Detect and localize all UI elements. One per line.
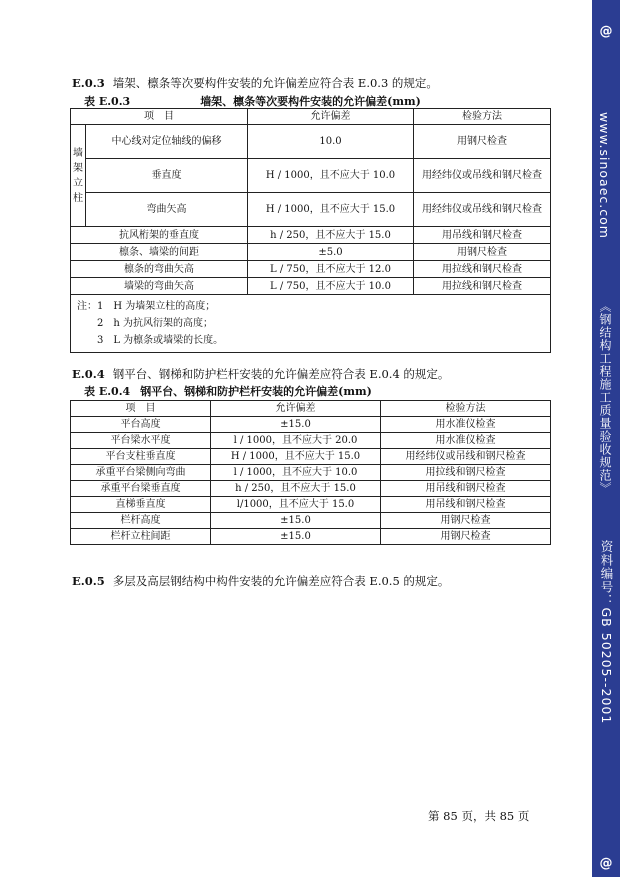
clause-text: 钢平台、钢梯和防护栏杆安装的允许偏差应符合表 E.0.4 的规定。 [112,367,450,381]
clause-number: E.0.3 [72,76,105,90]
method-cell: 用钢尺检查 [414,244,551,261]
method-cell: 用钢尺检查 [414,125,551,159]
method-cell: 用吊线和钢尺检查 [381,481,551,497]
tolerance-cell: h / 250，且不应大于 15.0 [211,481,381,497]
table-row [71,244,551,261]
clause-e04 [72,367,449,381]
item-cell: 抗风桁架的垂直度 [71,227,248,244]
at-icon: @ [599,856,613,871]
group-label-cell: 墙 架 立 柱 [71,125,86,227]
method-cell: 用拉线和钢尺检查 [414,261,551,278]
table-row [71,529,551,545]
column-header: 项 目 [71,401,211,417]
method-cell: 用钢尺检查 [381,529,551,545]
item-cell: 平台支柱垂直度 [71,449,211,465]
page-footer: 第 85 页，共 85 页 [428,809,530,823]
at-icon: @ [599,24,613,39]
tolerance-cell: L / 750，且不应大于 12.0 [248,261,414,278]
item-cell: 墙梁的弯曲矢高 [71,278,248,295]
item-cell: 承重平台梁侧向弯曲 [71,465,211,481]
table-label: 表 E.0.4 [84,385,131,398]
table-label: 表 E.0.3 [84,95,131,108]
method-cell: 用经纬仪或吊线和钢尺检查 [414,193,551,227]
table-notes [71,295,551,353]
method-cell: 用拉线和钢尺检查 [381,465,551,481]
method-cell: 用钢尺检查 [381,513,551,529]
method-cell: 用水准仪检查 [381,433,551,449]
item-cell: 平台高度 [71,417,211,433]
table-row [71,417,551,433]
tolerance-cell: L / 750，且不应大于 10.0 [248,278,414,295]
table-row [71,193,551,227]
item-cell: 弯曲矢高 [86,193,248,227]
method-cell: 用经纬仪或吊线和钢尺检查 [381,449,551,465]
tolerance-cell: h / 250，且不应大于 15.0 [248,227,414,244]
table-row [71,227,551,244]
document-code: 资料编号：GB 50205--2001 [599,540,614,725]
note-line: 2 h 为抗风衍架的高度； [97,318,213,329]
tolerance-cell: l/1000，且不应大于 15.0 [211,497,381,513]
item-cell: 平台梁水平度 [71,433,211,449]
table-row [71,278,551,295]
method-cell: 用拉线和钢尺检查 [414,278,551,295]
side-banner [592,0,620,877]
tolerance-cell: l / 1000，且不应大于 20.0 [211,433,381,449]
table-row [71,125,551,159]
table-e03 [70,108,551,353]
table-row [71,465,551,481]
method-cell: 用水准仪检查 [381,417,551,433]
tolerance-cell: ±15.0 [211,417,381,433]
clause-number: E.0.5 [72,574,105,588]
table-title: 钢平台、钢梯和防护栏杆安装的允许偏差(mm) [140,385,372,398]
method-cell: 用吊线和钢尺检查 [414,227,551,244]
tolerance-cell: H / 1000，且不应大于 10.0 [248,159,414,193]
table-caption-e03 [84,93,421,109]
item-cell: 中心线对定位轴线的偏移 [86,125,248,159]
note-line: 3 L 为檩条或墙梁的长度。 [97,335,224,346]
table-row [71,449,551,465]
tolerance-cell: H / 1000，且不应大于 15.0 [248,193,414,227]
item-cell: 檩条、墙梁的间距 [71,244,248,261]
column-header: 检验方法 [414,109,551,125]
notes-row [71,295,551,353]
item-cell: 栏杆高度 [71,513,211,529]
clause-number: E.0.4 [72,367,105,381]
tolerance-cell: ±15.0 [211,513,381,529]
table-row [71,481,551,497]
table-title: 墙架、檩条等次要构件安装的允许偏差(mm) [200,95,421,108]
table-e04 [70,400,551,545]
note-line: 注：1 H 为墙架立柱的高度； [77,301,216,312]
item-cell: 垂直度 [86,159,248,193]
table-caption-e04 [84,383,372,399]
table-row [71,497,551,513]
item-cell: 直梯垂直度 [71,497,211,513]
tolerance-cell: H / 1000，且不应大于 15.0 [211,449,381,465]
column-header: 项 目 [71,109,248,125]
book-title: 《钢结构工程施工质量验收规范》 [598,300,612,495]
tolerance-cell: l / 1000，且不应大于 10.0 [211,465,381,481]
item-cell: 檩条的弯曲矢高 [71,261,248,278]
site-url[interactable]: www.sinoaec.com [597,112,612,239]
tolerance-cell: ±5.0 [248,244,414,261]
item-cell: 承重平台梁垂直度 [71,481,211,497]
table-row [71,433,551,449]
column-header: 检验方法 [381,401,551,417]
clause-text: 多层及高层钢结构中构件安装的允许偏差应符合表 E.0.5 的规定。 [112,574,450,588]
table-row [71,261,551,278]
item-cell: 栏杆立柱间距 [71,529,211,545]
method-cell: 用吊线和钢尺检查 [381,497,551,513]
clause-e05 [72,574,449,588]
tolerance-cell: ±15.0 [211,529,381,545]
clause-text: 墙架、檩条等次要构件安装的允许偏差应符合表 E.0.3 的规定。 [112,76,438,90]
table-row [71,513,551,529]
column-header: 允许偏差 [248,109,414,125]
table-row [71,159,551,193]
method-cell: 用经纬仪或吊线和钢尺检查 [414,159,551,193]
clause-e03 [72,76,438,90]
column-header: 允许偏差 [211,401,381,417]
tolerance-cell: 10.0 [248,125,414,159]
